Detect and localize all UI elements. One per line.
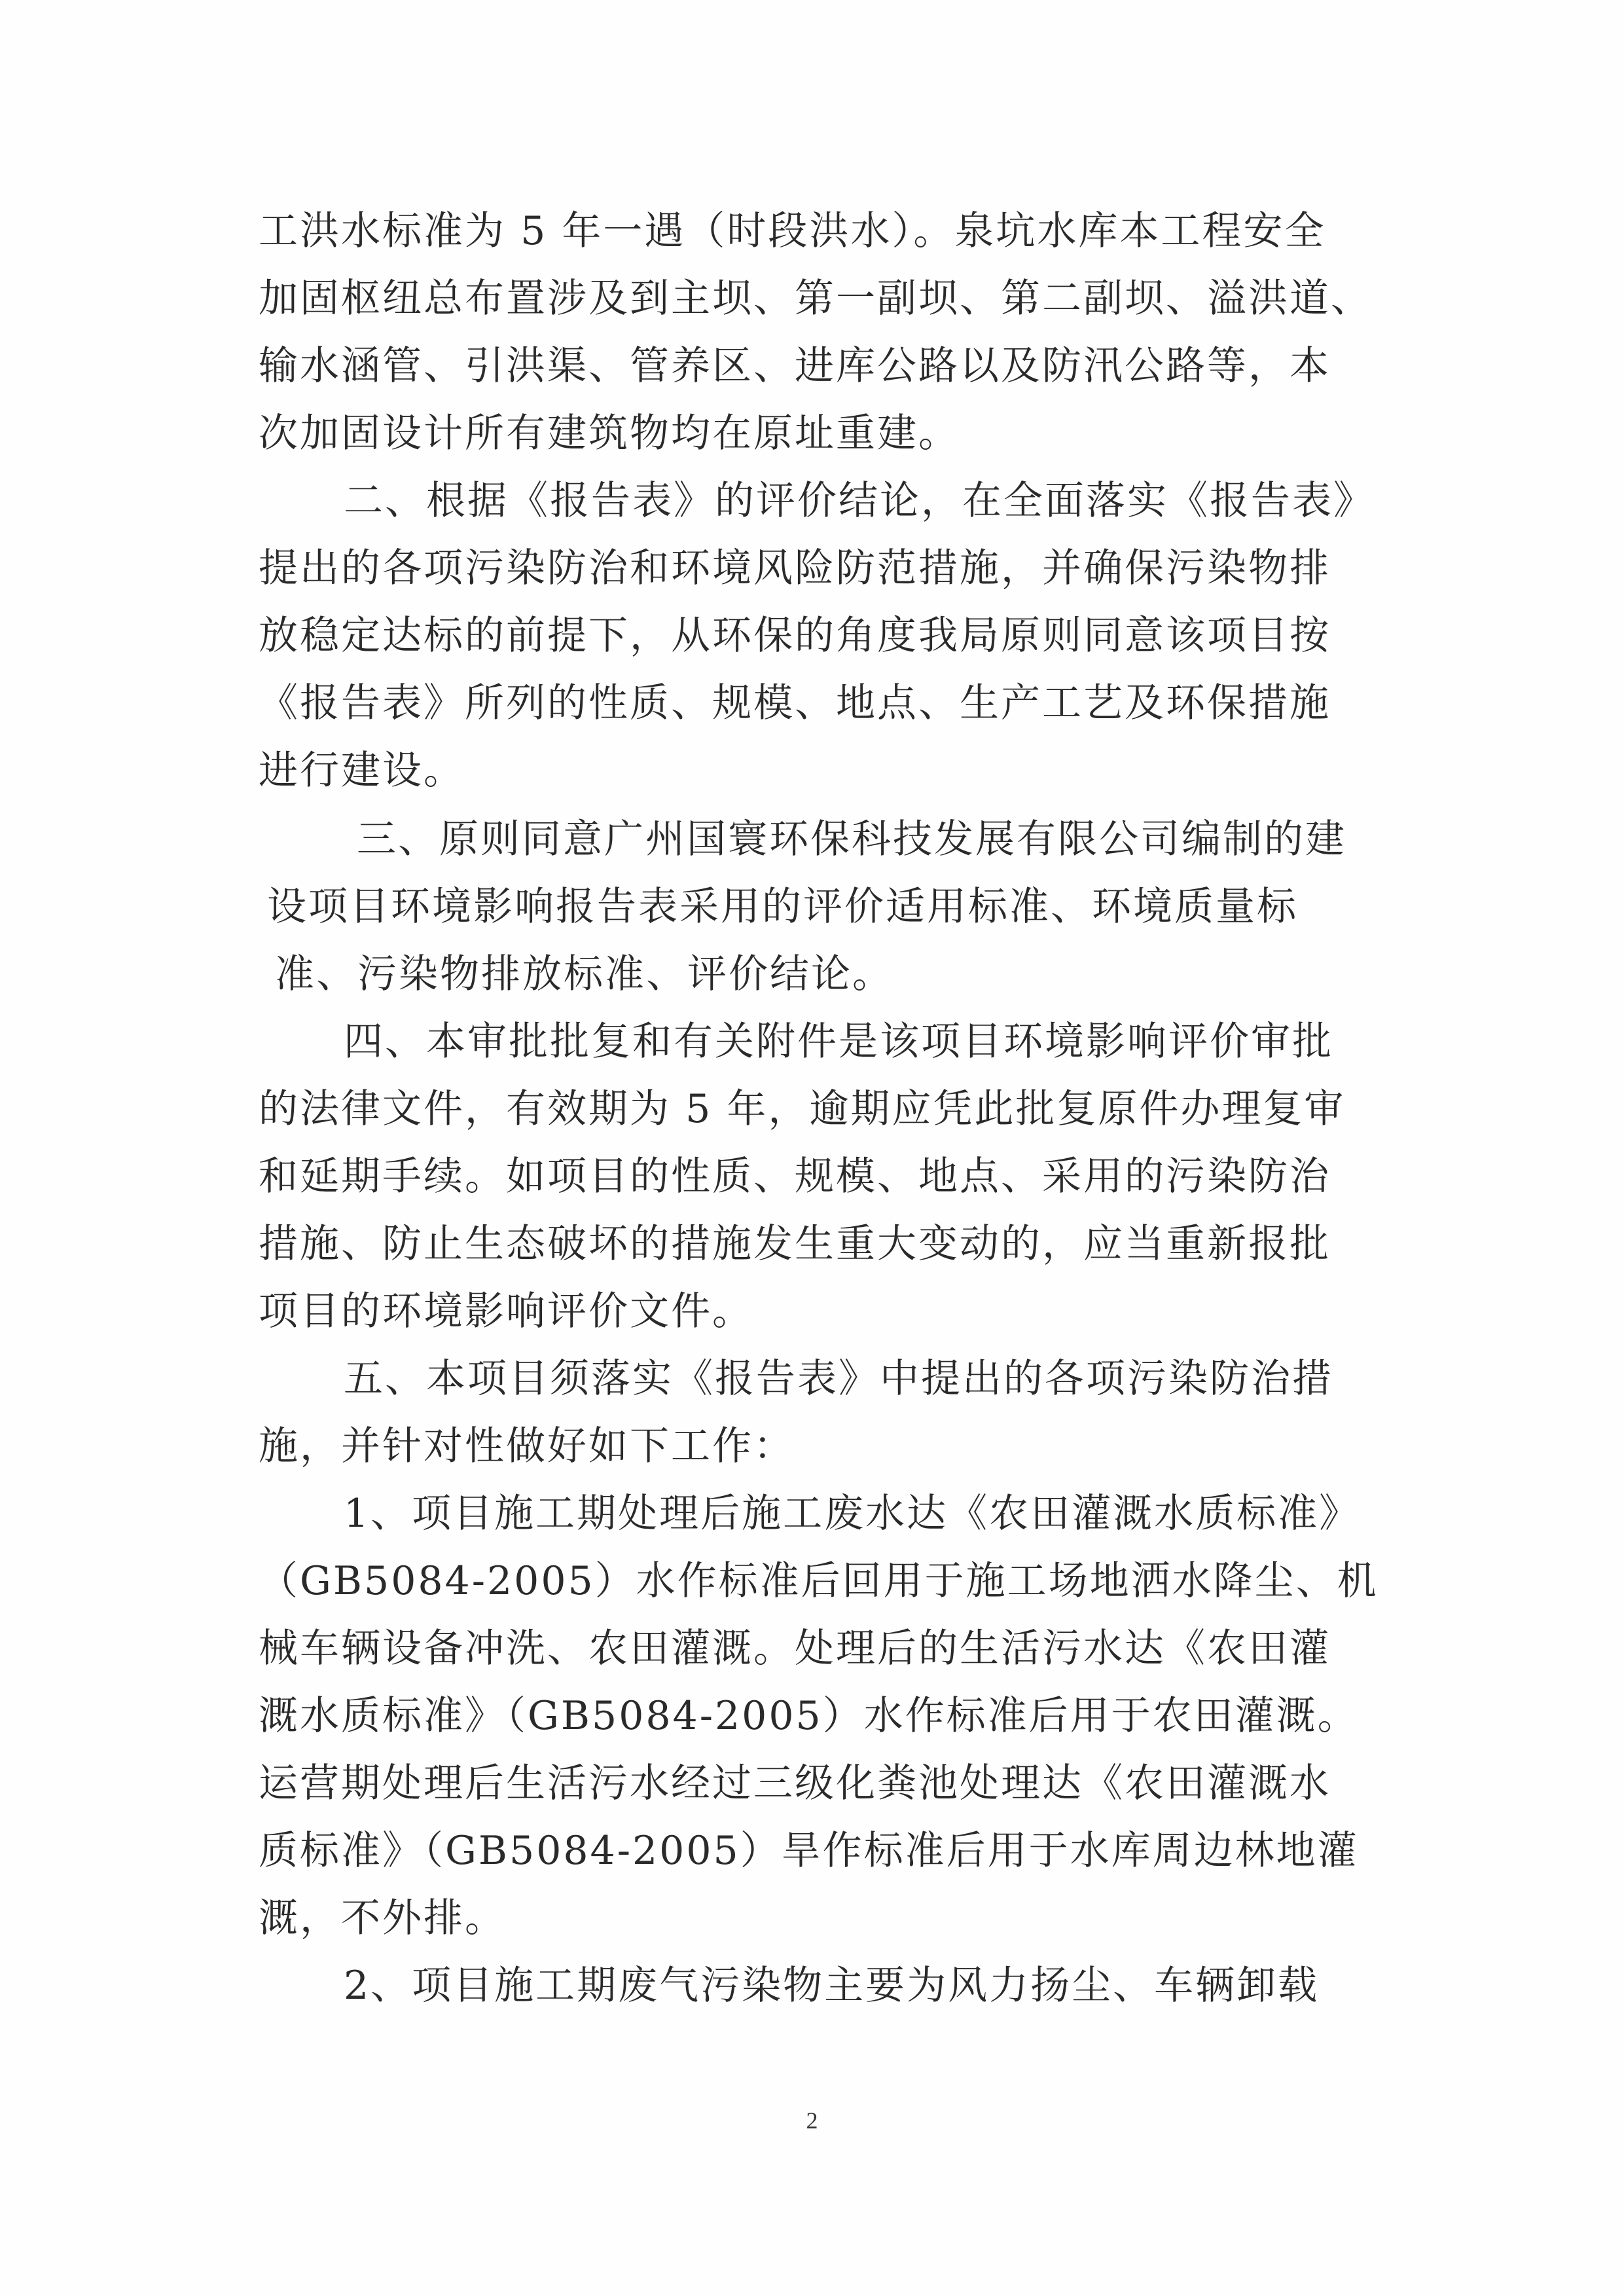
text-line: 1、项目施工期处理后施工废水达《农田灌溉水质标准》: [344, 1491, 1361, 1537]
text-line: 设项目环境影响报告表采用的评价适用标准、环境质量标: [267, 884, 1298, 930]
text-line: （GB5084-2005）水作标准后回用于施工场地洒水降尘、机: [259, 1558, 1379, 1604]
text-line: 项目的环境影响评价文件。: [259, 1288, 753, 1334]
text-line: 准、污染物排放标准、评价结论。: [275, 951, 893, 997]
text-line: 溉水质标准》（GB5084-2005）水作标准后用于农田灌溉。: [259, 1693, 1359, 1739]
text-line: 进行建设。: [259, 748, 465, 793]
text-line: 二、根据《报告表》的评价结论，在全面落实《报告表》: [344, 478, 1375, 524]
text-line: 的法律文件，有效期为 5 年，逾期应凭此批复原件办理复审: [259, 1086, 1346, 1132]
text-line: 四、本审批批复和有关附件是该项目环境影响评价审批: [344, 1019, 1333, 1065]
text-line: 五、本项目须落实《报告表》中提出的各项污染防治措: [344, 1356, 1333, 1402]
text-line: 三、原则同意广州国寰环保科技发展有限公司编制的建: [357, 816, 1346, 862]
text-line: 施，并针对性做好如下工作：: [259, 1423, 795, 1469]
text-line: 运营期处理后生活污水经过三级化粪池处理达《农田灌溉水: [259, 1760, 1331, 1806]
text-line: 次加固设计所有建筑物均在原址重建。: [259, 410, 960, 456]
text-line: 措施、防止生态破坏的措施发生重大变动的，应当重新报批: [259, 1221, 1331, 1267]
text-line: 工洪水标准为 5 年一遇（时段洪水）。泉坑水库本工程安全: [259, 208, 1326, 254]
text-line: 械车辆设备冲洗、农田灌溉。处理后的生活污水达《农田灌: [259, 1626, 1331, 1671]
text-line: 放稳定达标的前提下，从环保的角度我局原则同意该项目按: [259, 613, 1331, 659]
text-line: 提出的各项污染防治和环境风险防范措施，并确保污染物排: [259, 545, 1331, 591]
text-line: 溉，不外排。: [259, 1895, 506, 1941]
text-line: 质标准》（GB5084-2005）旱作标准后用于水库周边林地灌: [259, 1828, 1359, 1874]
page-number: 2: [806, 2107, 818, 2134]
text-line: 2、项目施工期废气污染物主要为风力扬尘、车辆卸载: [344, 1963, 1320, 2009]
text-line: 加固枢纽总布置涉及到主坝、第一副坝、第二副坝、溢洪道、: [259, 276, 1372, 321]
text-line: 和延期手续。如项目的性质、规模、地点、采用的污染防治: [259, 1154, 1331, 1199]
text-line: 输水涵管、引洪渠、管养区、进库公路以及防汛公路等，本: [259, 343, 1331, 389]
text-line: 《报告表》所列的性质、规模、地点、生产工艺及环保措施: [259, 680, 1331, 726]
